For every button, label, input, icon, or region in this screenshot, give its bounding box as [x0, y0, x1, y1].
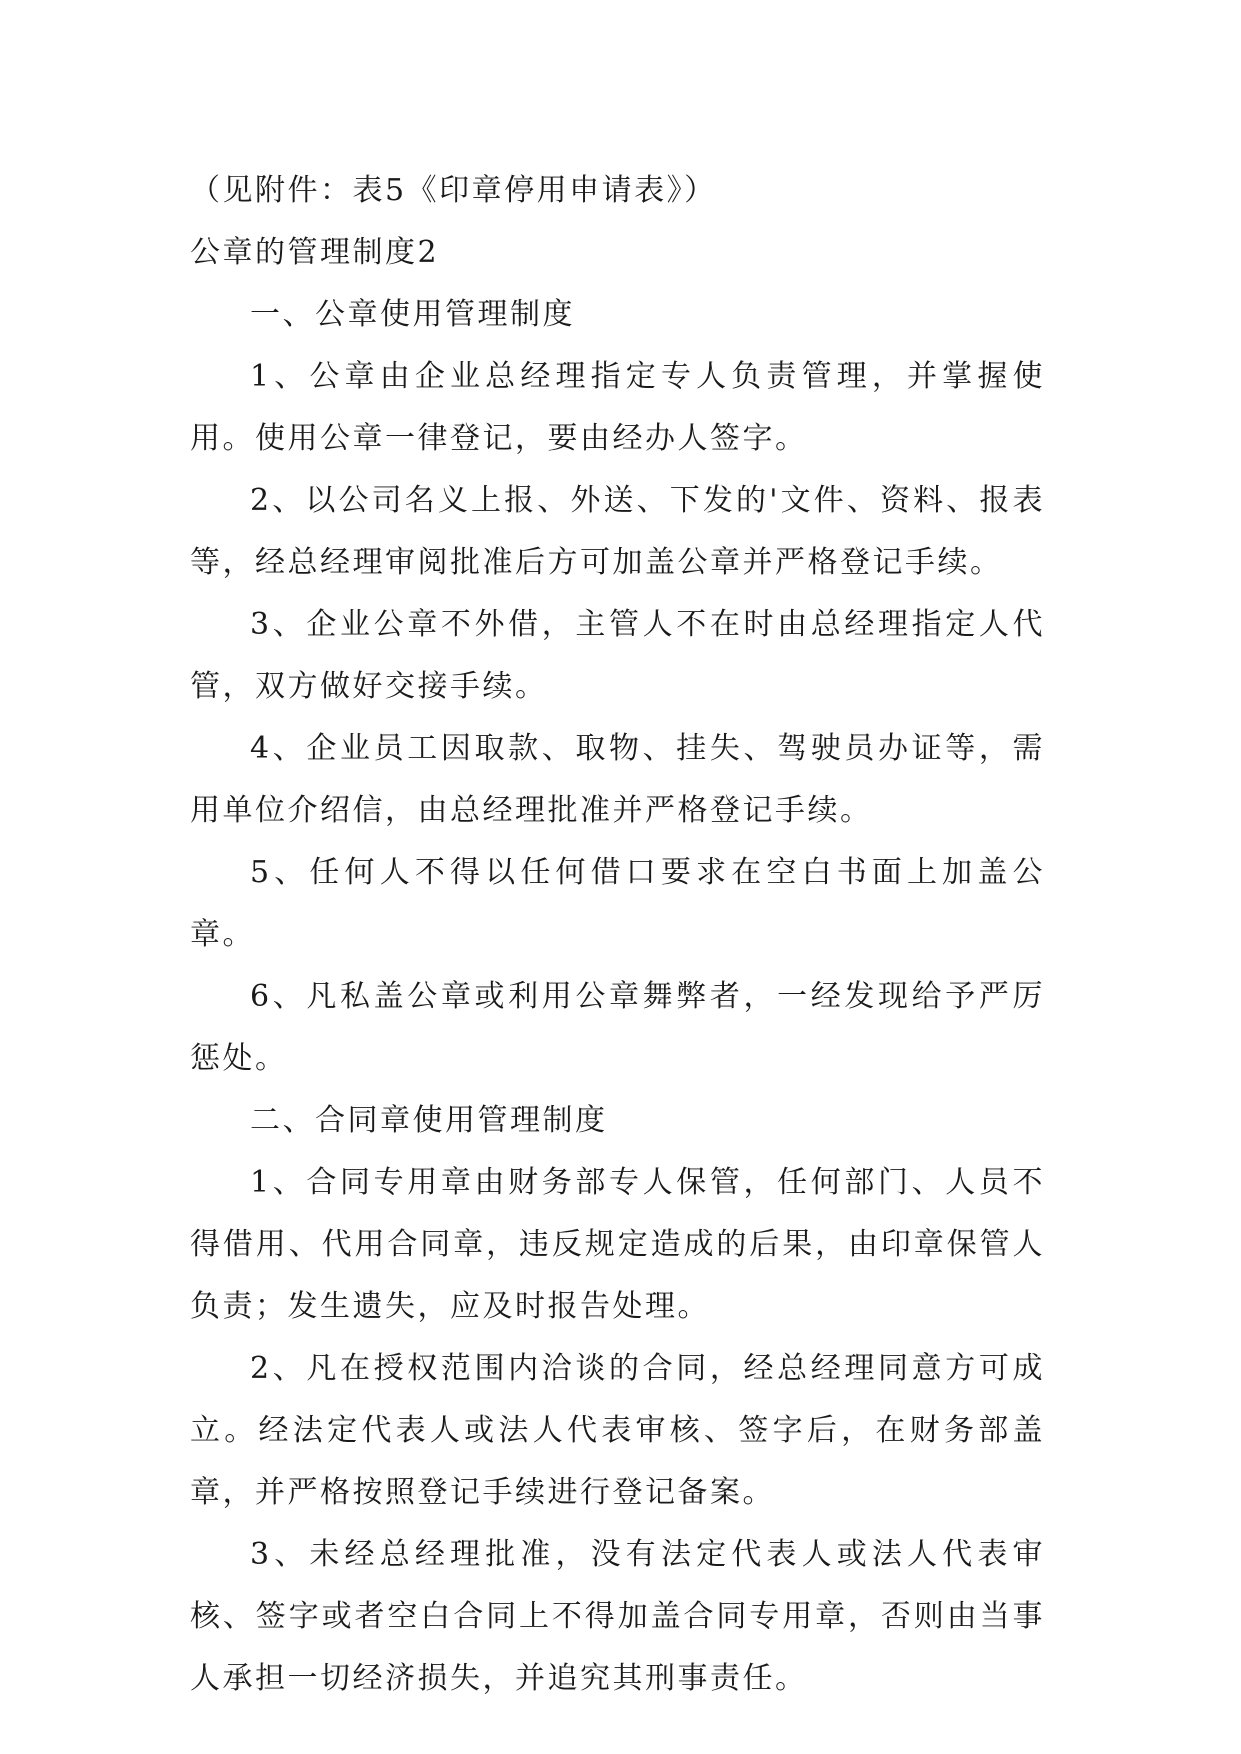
document-body — [190, 160, 1045, 1710]
part2-heading: 二、合同章使用管理制度 — [250, 1103, 608, 1138]
part1-item-5: 5、任何人不得以任何借口要求在空白书面上加盖公章。 — [190, 855, 1045, 952]
part1-item-2: 2、以公司名义上报、外送、下发的'文件、资料、报表等，经总经理审阅批准后方可加盖公章并严格登记手续。 — [190, 483, 1045, 580]
part1-item-1: 1、公章由企业总经理指定专人负责管理，并掌握使用。使用公章一律登记，要由经办人签字。 — [190, 359, 1045, 456]
part1-item-3: 3、企业公章不外借，主管人不在时由总经理指定人代管，双方做好交接手续。 — [190, 607, 1045, 704]
part1-heading: 一、公章使用管理制度 — [250, 297, 575, 332]
attachment-note: （见附件：表5《印章停用申请表》） — [190, 173, 717, 208]
part2-item-1: 1、合同专用章由财务部专人保管，任何部门、人员不得借用、代用合同章，违反规定造成的后果，由印章保管人负责；发生遗失，应及时报告处理。 — [190, 1165, 1045, 1324]
section-title: 公章的管理制度2 — [190, 235, 440, 270]
part2-item-3: 3、未经总经理批准，没有法定代表人或法人代表审核、签字或者空白合同上不得加盖合同专用章，否则由当事人承担一切经济损失，并追究其刑事责任。 — [190, 1537, 1045, 1696]
part1-item-4: 4、企业员工因取款、取物、挂失、驾驶员办证等，需用单位介绍信，由总经理批准并严格登记手续。 — [190, 731, 1045, 828]
part2-item-2: 2、凡在授权范围内洽谈的合同，经总经理同意方可成立。经法定代表人或法人代表审核、签字后，在财务部盖章，并严格按照登记手续进行登记备案。 — [190, 1351, 1045, 1510]
part1-item-6: 6、凡私盖公章或利用公章舞弊者，一经发现给予严厉惩处。 — [190, 979, 1045, 1076]
